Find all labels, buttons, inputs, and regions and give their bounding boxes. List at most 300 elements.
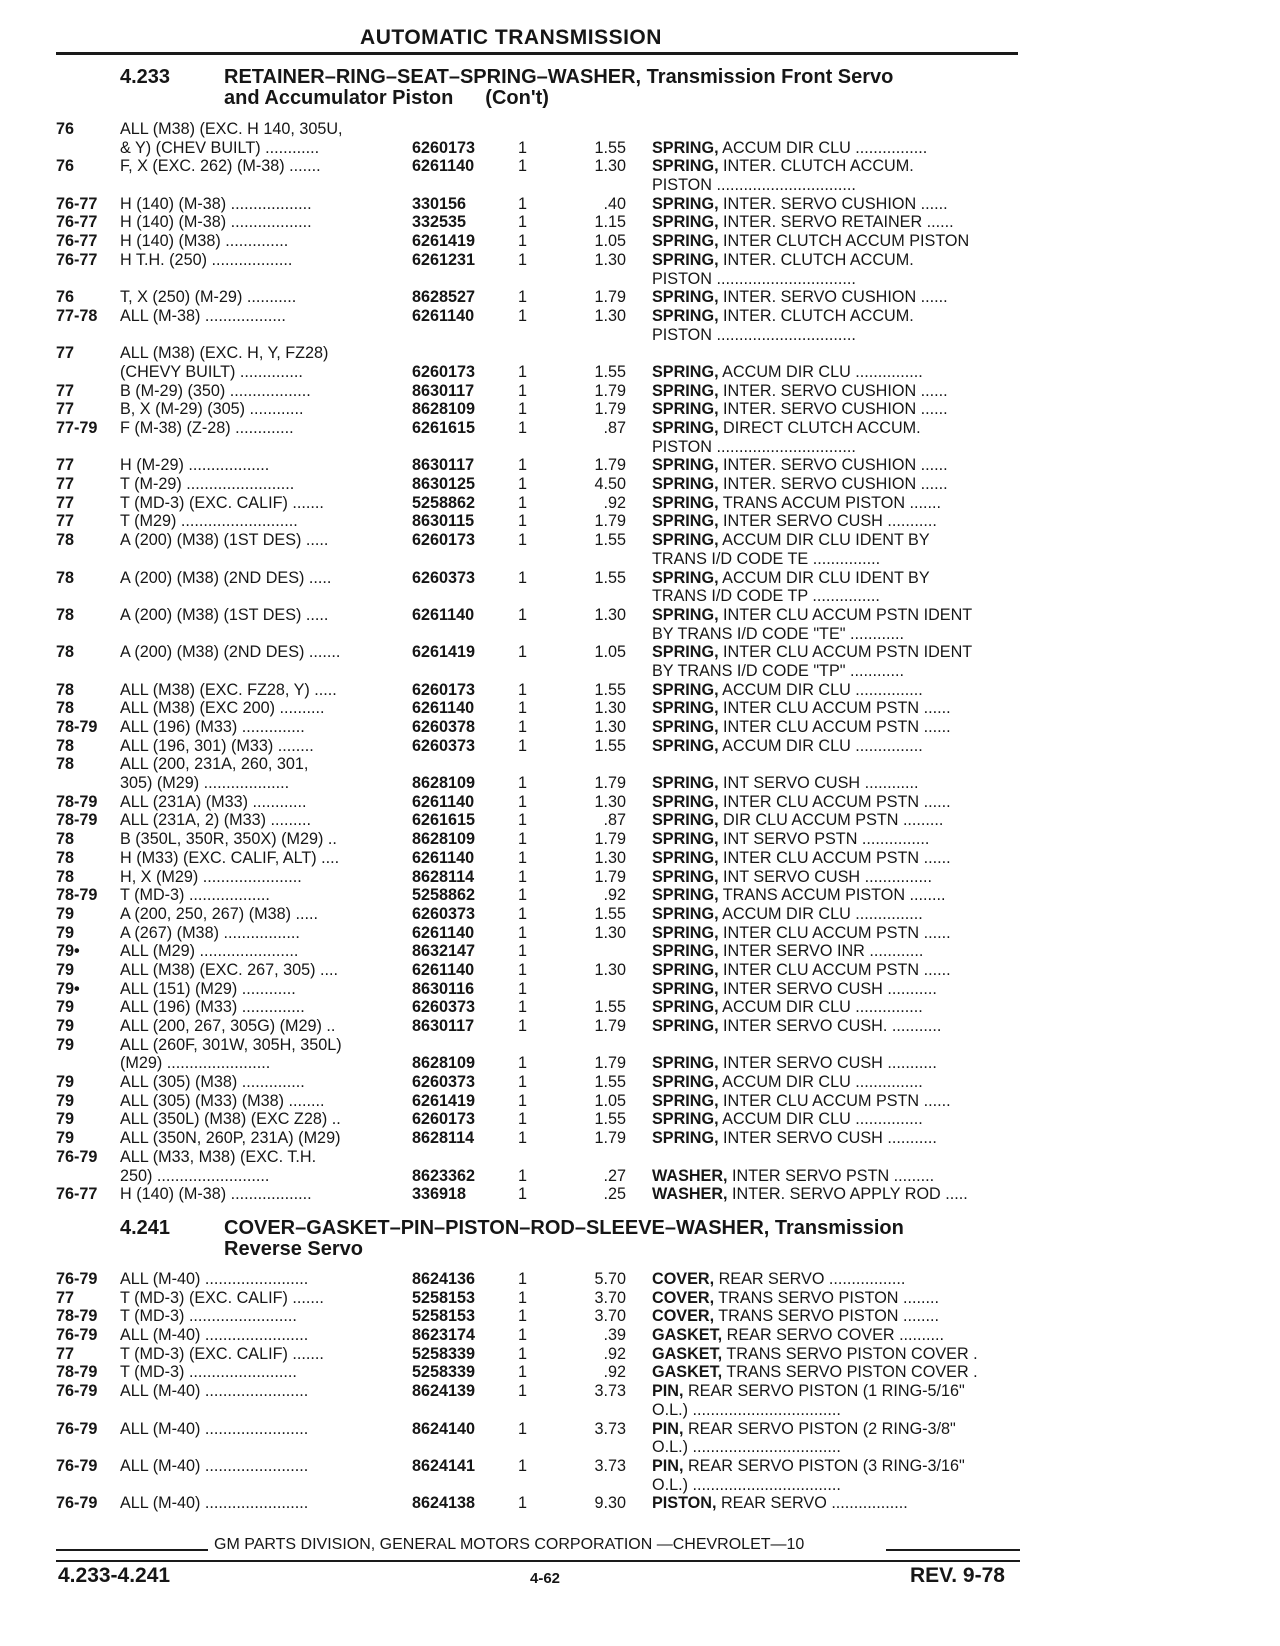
table-row	[0, 270, 1040, 289]
table-row	[0, 1307, 1040, 1326]
price: .27	[603, 1166, 626, 1185]
description-part-type: SPRING,	[652, 250, 719, 269]
table-row	[0, 718, 1040, 737]
description-part-type: SPRING,	[652, 419, 719, 437]
description-text: ACCUM DIR CLU ...............	[718, 904, 923, 923]
description	[652, 1270, 1022, 1289]
model-year: 77	[56, 381, 75, 400]
model-year: 76-79	[56, 1270, 98, 1288]
part-number: 6261140	[412, 157, 475, 176]
description-part-type: WASHER,	[652, 1166, 728, 1185]
description-part-type: SPRING,	[652, 138, 719, 157]
model-year: 79	[56, 1035, 75, 1054]
part-number: 5258153	[412, 1288, 476, 1307]
table-row	[0, 1148, 1040, 1167]
application: H, X (M29) ......................	[120, 867, 302, 886]
description	[652, 942, 1022, 961]
price: 1.30	[594, 848, 626, 867]
description	[652, 213, 1022, 232]
description-text: INTER. SERVO CUSHION ......	[718, 381, 948, 400]
part-number: 6260373	[412, 904, 476, 923]
description	[652, 1185, 1022, 1204]
model-year: 76	[56, 120, 75, 138]
table-row	[0, 307, 1040, 326]
table-row	[0, 1326, 1040, 1345]
application: ALL (231A, 2) (M33) .........	[120, 811, 312, 830]
table-row	[0, 1092, 1040, 1111]
table-row	[0, 120, 1040, 139]
page-title: AUTOMATIC TRANSMISSION	[360, 26, 662, 49]
application: T (MD-3) (EXC. CALIF) .......	[120, 1344, 324, 1363]
table-row	[0, 139, 1040, 158]
quantity: 1	[518, 792, 528, 811]
part-number: 8628114	[412, 867, 475, 886]
description-text: ACCUM DIR CLU ...............	[718, 736, 923, 755]
quantity: 1	[518, 811, 528, 830]
part-number: 8628109	[412, 830, 476, 849]
section-title: COVER–GASKET–PIN–PISTON–ROD–SLEEVE–WASHER, Transmission	[224, 1217, 904, 1239]
table-row	[0, 1036, 1040, 1055]
price: .92	[603, 886, 626, 905]
description	[652, 550, 1022, 569]
application: ALL (M38) (EXC 200) ..........	[120, 699, 325, 718]
application: H (140) (M-38) ..................	[120, 194, 312, 213]
table-row	[0, 288, 1040, 307]
description-text: INTER CLU ACCUM PSTN ......	[718, 792, 951, 811]
application: B (350L, 350R, 350X) (M29) ..	[120, 830, 337, 849]
price: 1.79	[594, 1129, 626, 1148]
description-part-type: SPRING,	[652, 512, 719, 531]
description-part-type: SPRING,	[652, 362, 719, 381]
table-row	[0, 1476, 1040, 1495]
description-part-type: SPRING,	[652, 923, 719, 942]
application: ALL (M-40) .......................	[120, 1494, 309, 1513]
price: .92	[603, 1363, 626, 1382]
part-number: 8628527	[412, 288, 476, 307]
description-text: INTER SERVO CUSH ...........	[718, 1129, 937, 1148]
description-text: TRANS SERVO PISTON ........	[714, 1288, 939, 1307]
price: 3.73	[594, 1419, 626, 1438]
description	[652, 737, 1022, 756]
description-text: INTER. SERVO CUSHION ......	[718, 400, 948, 419]
application: A (200) (M38) (2ND DES) .....	[120, 568, 332, 587]
description-part-type: SPRING,	[652, 194, 719, 213]
description-text: ACCUM DIR CLU ...............	[718, 680, 923, 699]
price: 1.55	[594, 138, 626, 157]
description-part-type: SPRING,	[652, 1073, 719, 1092]
price: 1.55	[594, 568, 626, 587]
price: 1.30	[594, 960, 626, 979]
price: 1.30	[594, 306, 626, 325]
description-text: TRANS SERVO PISTON COVER .	[722, 1363, 978, 1382]
price: .92	[603, 1344, 626, 1363]
quantity: 1	[518, 232, 528, 251]
application: T (M-29) ........................	[120, 475, 295, 494]
part-number: 8628109	[412, 774, 476, 793]
table-row	[0, 344, 1040, 363]
part-number: 6260373	[412, 1073, 476, 1092]
quantity: 1	[518, 942, 528, 961]
section-title: RETAINER–RING–SEAT–SPRING–WASHER, Transmission Front Servo	[224, 66, 894, 88]
model-year: 78-79	[56, 1363, 98, 1382]
description-text: PISTON ...............................	[652, 176, 856, 195]
description-part-type: SPRING,	[652, 306, 719, 325]
description	[652, 625, 1022, 644]
price: 1.79	[594, 774, 626, 793]
table-row	[0, 643, 1040, 662]
section-title-line2: and Accumulator Piston	[224, 87, 454, 109]
quantity: 1	[518, 194, 528, 213]
description	[652, 998, 1022, 1017]
model-year: 77-78	[56, 306, 98, 325]
description	[652, 1382, 1022, 1401]
quantity: 1	[518, 979, 528, 998]
description-part-type: SPRING,	[652, 811, 719, 830]
model-year: 78-79	[56, 886, 98, 905]
description-text: ACCUM DIR CLU ...............	[718, 1073, 923, 1092]
table-row	[0, 531, 1040, 550]
price: 1.55	[594, 904, 626, 923]
application: ALL (M38) (EXC. 267, 305) ....	[120, 960, 339, 979]
description-part-type: SPRING,	[652, 400, 719, 419]
description	[652, 830, 1022, 849]
application: ALL (M-40) .......................	[120, 1270, 309, 1288]
table-row	[0, 793, 1040, 812]
table-row	[0, 1167, 1040, 1186]
description	[652, 1476, 1022, 1495]
description-text: INTER CLU ACCUM PSTN IDENT	[718, 643, 973, 662]
price: 1.05	[594, 232, 626, 251]
model-year: 77	[56, 1288, 75, 1307]
part-number: 8628114	[412, 1129, 475, 1148]
quantity: 1	[518, 830, 528, 849]
description	[652, 886, 1022, 905]
part-number: 6260373	[412, 998, 476, 1017]
price: 1.30	[594, 605, 626, 624]
description-part-type: WASHER,	[652, 1185, 728, 1204]
price: 1.15	[594, 213, 626, 232]
description-text: PISTON ...............................	[652, 269, 856, 288]
quantity: 1	[518, 1419, 528, 1438]
description	[652, 587, 1022, 606]
part-number: 8630125	[412, 475, 476, 494]
part-number: 6260378	[412, 718, 476, 736]
quantity: 1	[518, 1288, 528, 1307]
description	[652, 980, 1022, 999]
model-year: 79•	[56, 942, 80, 961]
model-year: 76-79	[56, 1382, 98, 1401]
description-part-type: SPRING,	[652, 1017, 719, 1035]
table-row	[0, 1129, 1040, 1148]
application: 305) (M29) ...................	[120, 774, 290, 793]
footer-section-range: 4.233-4.241	[58, 1564, 171, 1587]
model-year: 76-79	[56, 1494, 98, 1513]
application: F (M-38) (Z-28) .............	[120, 419, 294, 437]
price: 1.55	[594, 1110, 626, 1129]
description-part-type: PIN,	[652, 1456, 684, 1475]
model-year: 78	[56, 568, 75, 587]
description	[652, 1092, 1022, 1111]
part-number: 6261140	[412, 923, 475, 942]
description-part-type: SPRING,	[652, 1091, 719, 1110]
description-text: TRANS SERVO PISTON COVER .	[722, 1344, 978, 1363]
description	[652, 1017, 1022, 1036]
part-number: 6261140	[412, 699, 475, 718]
description	[652, 270, 1022, 289]
table-row	[0, 1289, 1040, 1308]
description	[652, 139, 1022, 158]
model-year: 76-77	[56, 213, 98, 232]
description	[652, 811, 1022, 830]
table-row	[0, 1345, 1040, 1364]
description-text: BY TRANS I/D CODE "TP" ............	[652, 661, 904, 680]
table-row	[0, 326, 1040, 345]
table-row	[0, 494, 1040, 513]
table-row	[0, 699, 1040, 718]
quantity: 1	[518, 736, 528, 755]
description-part-type: SPRING,	[652, 699, 719, 718]
model-year: 76-79	[56, 1456, 98, 1475]
model-year: 79	[56, 1091, 75, 1110]
description-part-type: SPRING,	[652, 904, 719, 923]
part-number: 330156	[412, 194, 467, 213]
quantity: 1	[518, 1185, 528, 1204]
description-text: INTER. SERVO CUSHION ......	[718, 288, 948, 307]
quantity: 1	[518, 904, 528, 923]
part-number: 8624139	[412, 1382, 476, 1401]
model-year: 79	[56, 960, 75, 979]
description	[652, 924, 1022, 943]
description	[652, 438, 1022, 457]
part-number: 5258153	[412, 1307, 476, 1326]
description-part-type: SPRING,	[652, 680, 719, 699]
description	[652, 1167, 1022, 1186]
table-row	[0, 1494, 1040, 1513]
model-year: 76-77	[56, 250, 98, 269]
model-year: 79	[56, 1017, 75, 1035]
application: ALL (M38) (EXC. FZ28, Y) .....	[120, 680, 337, 699]
quantity: 1	[518, 643, 528, 662]
table-row	[0, 886, 1040, 905]
part-number: 8630116	[412, 979, 475, 998]
price: .40	[603, 194, 626, 213]
description-part-type: COVER,	[652, 1288, 715, 1307]
price: 1.79	[594, 288, 626, 307]
description-text: INTER. SERVO CUSHION ......	[718, 475, 948, 494]
description-text: REAR SERVO PISTON (2 RING-3/8"	[683, 1419, 956, 1438]
price: 1.79	[594, 1054, 626, 1073]
model-year: 78	[56, 531, 75, 550]
description	[652, 326, 1022, 345]
description-part-type: SPRING,	[652, 848, 719, 867]
model-year: 78	[56, 830, 75, 849]
description-part-type: GASKET,	[652, 1363, 723, 1382]
model-year: 78	[56, 848, 75, 867]
description	[652, 232, 1022, 251]
price: 3.73	[594, 1382, 626, 1401]
model-year: 78	[56, 699, 75, 718]
quantity: 1	[518, 1344, 528, 1363]
description-text: PISTON ...............................	[652, 437, 856, 456]
model-year: 78-79	[56, 718, 98, 736]
description	[652, 793, 1022, 812]
revision-label: REV. 9-78	[910, 1564, 1005, 1587]
description-part-type: SPRING,	[652, 232, 719, 251]
part-number: 6260173	[412, 531, 476, 550]
description	[652, 606, 1022, 625]
application: B, X (M-29) (305) ............	[120, 400, 304, 419]
description-part-type: SPRING,	[652, 456, 719, 475]
description-text: INTER. CLUTCH ACCUM.	[718, 157, 914, 176]
application: B (M-29) (350) ..................	[120, 381, 311, 400]
part-number: 8624140	[412, 1419, 476, 1438]
application: 250) .........................	[120, 1166, 270, 1185]
table-row	[0, 737, 1040, 756]
description	[652, 718, 1022, 737]
application: ALL (305) (M33) (M38) ........	[120, 1091, 325, 1110]
table-row	[0, 1438, 1040, 1457]
part-number: 8628109	[412, 1054, 476, 1073]
model-year: 77-79	[56, 419, 98, 437]
application: H T.H. (250) ..................	[120, 250, 293, 269]
part-number: 5258339	[412, 1363, 476, 1382]
description-text: REAR SERVO .................	[714, 1270, 906, 1288]
price: 1.79	[594, 456, 626, 475]
quantity: 1	[518, 1166, 528, 1185]
description-text: ACCUM DIR CLU ...............	[718, 998, 923, 1017]
table-row	[0, 1054, 1040, 1073]
application: ALL (M33, M38) (EXC. T.H.	[120, 1147, 317, 1166]
part-number: 6261615	[412, 811, 476, 830]
description-part-type: SPRING,	[652, 531, 719, 550]
description	[652, 662, 1022, 681]
part-number: 6261615	[412, 419, 476, 437]
quantity: 1	[518, 138, 528, 157]
price: 1.55	[594, 362, 626, 381]
description	[652, 512, 1022, 531]
table-row	[0, 868, 1040, 887]
description	[652, 419, 1022, 438]
table-row	[0, 512, 1040, 531]
model-year: 79	[56, 1110, 75, 1129]
description-part-type: SPRING,	[652, 960, 719, 979]
price: 5.70	[594, 1270, 626, 1288]
description	[652, 774, 1022, 793]
section-number: 4.233	[120, 66, 171, 88]
quantity: 1	[518, 1307, 528, 1326]
table-row	[0, 1382, 1040, 1401]
description	[652, 456, 1022, 475]
description-text: INTER CLU ACCUM PSTN ......	[718, 960, 951, 979]
description-part-type: SPRING,	[652, 568, 719, 587]
description-text: INTER CLUTCH ACCUM PISTON	[718, 232, 970, 251]
description-part-type: SPRING,	[652, 830, 719, 849]
application: ALL (200, 231A, 260, 301,	[120, 755, 309, 774]
price: 1.79	[594, 1017, 626, 1035]
model-year: 79	[56, 998, 75, 1017]
description	[652, 868, 1022, 887]
description-part-type: SPRING,	[652, 718, 719, 736]
description-part-type: GASKET,	[652, 1344, 723, 1363]
application: T (MD-3) (EXC. CALIF) .......	[120, 1288, 324, 1307]
price: .25	[603, 1185, 626, 1204]
description-text: INTER. CLUTCH ACCUM.	[718, 250, 914, 269]
price: 4.50	[594, 475, 626, 494]
price: 9.30	[594, 1494, 626, 1513]
model-year: 78	[56, 680, 75, 699]
price: 1.30	[594, 718, 626, 736]
part-number: 5258862	[412, 493, 476, 512]
table-row	[0, 475, 1040, 494]
quantity: 1	[518, 362, 528, 381]
part-number: 8624141	[412, 1456, 476, 1475]
table-row	[0, 681, 1040, 700]
quantity: 1	[518, 848, 528, 867]
description-text: O.L.) .................................	[652, 1438, 841, 1457]
model-year: 79	[56, 904, 75, 923]
description-part-type: PIN,	[652, 1382, 684, 1401]
description-text: TRANS ACCUM PISTON ........	[718, 886, 946, 905]
table-row	[0, 942, 1040, 961]
application: F, X (EXC. 262) (M-38) .......	[120, 157, 321, 176]
part-number: 332535	[412, 213, 467, 232]
description-part-type: GASKET,	[652, 1326, 723, 1345]
description	[652, 382, 1022, 401]
table-row	[0, 1363, 1040, 1382]
description	[652, 1401, 1022, 1420]
model-year: 76-77	[56, 1185, 98, 1204]
table-row	[0, 755, 1040, 774]
header-rule	[56, 52, 1018, 55]
description-text: INT SERVO CUSH ............	[718, 774, 919, 793]
part-number: 5258339	[412, 1344, 476, 1363]
description-part-type: PISTON,	[652, 1494, 717, 1513]
part-number: 6261140	[412, 960, 475, 979]
table-row	[0, 662, 1040, 681]
part-number: 8630117	[412, 381, 475, 400]
price: 3.73	[594, 1456, 626, 1475]
table-row	[0, 569, 1040, 588]
quantity: 1	[518, 157, 528, 176]
section-continued-label: (Con't)	[485, 87, 549, 109]
price: 3.70	[594, 1288, 626, 1307]
application: ALL (231A) (M33) ............	[120, 792, 307, 811]
price: 1.30	[594, 157, 626, 176]
description-text: INTER. SERVO RETAINER ......	[718, 213, 954, 232]
description-text: ACCUM DIR CLU ...............	[718, 1110, 923, 1129]
quantity: 1	[518, 718, 528, 736]
description-part-type: SPRING,	[652, 998, 719, 1017]
table-row	[0, 1270, 1040, 1289]
description-text: REAR SERVO PISTON (3 RING-3/16"	[683, 1456, 965, 1475]
table-row	[0, 157, 1040, 176]
part-number: 8623174	[412, 1326, 476, 1345]
description-text: DIR CLU ACCUM PSTN .........	[718, 811, 944, 830]
model-year: 78-79	[56, 811, 98, 830]
quantity: 1	[518, 886, 528, 905]
model-year: 78-79	[56, 1307, 98, 1326]
table-row	[0, 176, 1040, 195]
application: H (140) (M38) ..............	[120, 232, 289, 251]
model-year: 77	[56, 512, 75, 531]
price: 1.79	[594, 512, 626, 531]
description-part-type: SPRING,	[652, 475, 719, 494]
table-row	[0, 849, 1040, 868]
quantity: 1	[518, 1017, 528, 1035]
description-text: INTER CLU ACCUM PSTN ......	[718, 848, 951, 867]
quantity: 1	[518, 1129, 528, 1148]
price: 1.79	[594, 400, 626, 419]
